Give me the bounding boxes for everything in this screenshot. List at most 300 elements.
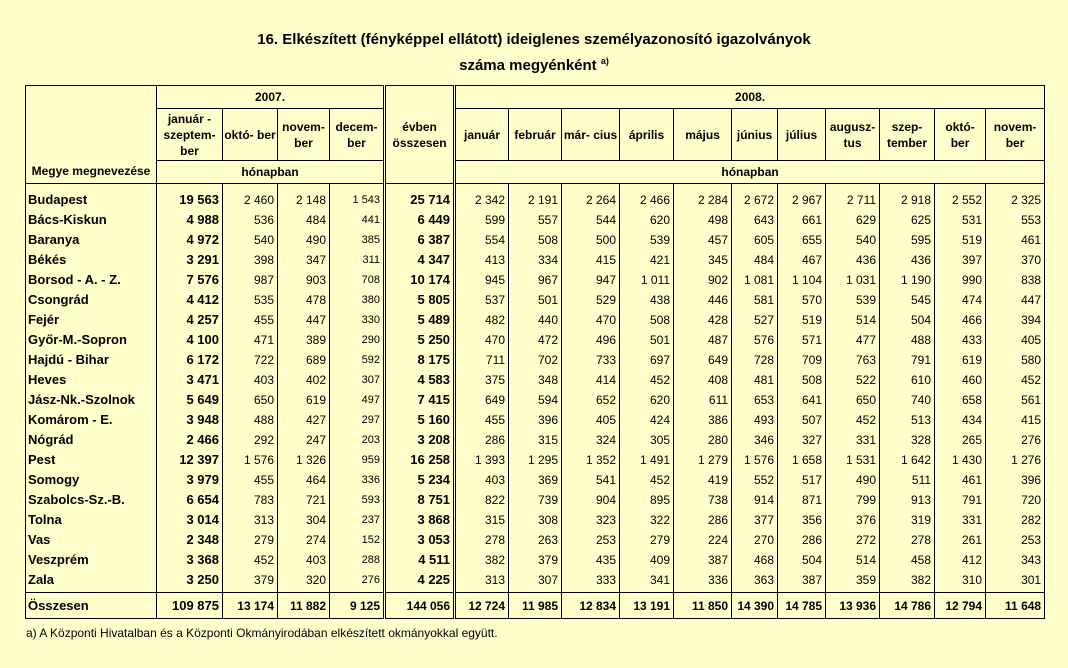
table-cell: 5 489	[385, 310, 455, 330]
table-cell: 460	[935, 370, 986, 390]
table-cell: 10 174	[385, 270, 455, 290]
table-cell: 2 325	[986, 184, 1045, 211]
table-cell: 6 654	[157, 490, 223, 510]
table-cell: 519	[778, 310, 826, 330]
table-cell: 791	[935, 490, 986, 510]
table-cell: 540	[826, 230, 880, 250]
table-cell: 379	[509, 550, 562, 570]
table-cell: 514	[826, 550, 880, 570]
total-cell: 13 174	[223, 593, 278, 619]
table-cell: 2 348	[157, 530, 223, 550]
table-cell: 320	[278, 570, 330, 590]
table-cell: 341	[620, 570, 674, 590]
table-cell: 740	[880, 390, 935, 410]
table-cell: 419	[674, 470, 732, 490]
header-honapban-2008: hónapban	[455, 161, 1045, 184]
table-cell: 4 583	[385, 370, 455, 390]
table-cell: 272	[826, 530, 880, 550]
table-cell: 557	[509, 210, 562, 230]
table-cell: 394	[986, 310, 1045, 330]
table-cell: 2 918	[880, 184, 935, 211]
county-name: Vas	[26, 530, 157, 550]
table-cell: 903	[278, 270, 330, 290]
total-cell: 12 794	[935, 593, 986, 619]
table-cell: 470	[455, 330, 509, 350]
table-cell: 536	[223, 210, 278, 230]
table-cell: 570	[778, 290, 826, 310]
table-cell: 947	[562, 270, 620, 290]
table-cell: 414	[562, 370, 620, 390]
county-name: Pest	[26, 450, 157, 470]
table-cell: 334	[509, 250, 562, 270]
table-cell: 552	[732, 470, 778, 490]
table-cell: 3 053	[385, 530, 455, 550]
table-row	[26, 184, 1045, 211]
table-cell: 799	[826, 490, 880, 510]
table-cell: 484	[732, 250, 778, 270]
table-cell: 280	[674, 430, 732, 450]
table-cell: 738	[674, 490, 732, 510]
table-cell: 452	[620, 470, 674, 490]
table-cell: 435	[562, 550, 620, 570]
header-month-2008: augusz- tus	[826, 109, 880, 161]
table-cell: 490	[278, 230, 330, 250]
table-cell: 5 234	[385, 470, 455, 490]
table-cell: 959	[330, 450, 385, 470]
table-cell: 531	[935, 210, 986, 230]
table-cell: 12 397	[157, 450, 223, 470]
table-cell: 535	[223, 290, 278, 310]
table-row	[26, 530, 1045, 550]
table-cell: 610	[880, 370, 935, 390]
table-cell: 554	[455, 230, 509, 250]
table-cell: 286	[455, 430, 509, 450]
table-cell: 4 100	[157, 330, 223, 350]
table-cell: 387	[674, 550, 732, 570]
table-cell: 438	[620, 290, 674, 310]
table-cell: 25 714	[385, 184, 455, 211]
table-cell: 561	[986, 390, 1045, 410]
table-cell: 904	[562, 490, 620, 510]
table-cell: 452	[223, 550, 278, 570]
table-cell: 276	[330, 570, 385, 590]
table-row	[26, 330, 1045, 350]
table-cell: 967	[509, 270, 562, 290]
table-cell: 286	[778, 530, 826, 550]
table-cell: 8 175	[385, 350, 455, 370]
table-cell: 276	[986, 430, 1045, 450]
table-cell: 709	[778, 350, 826, 370]
table-cell: 1 190	[880, 270, 935, 290]
header-month-2007: októ- ber	[223, 109, 278, 161]
total-cell: 14 390	[732, 593, 778, 619]
table-cell: 402	[278, 370, 330, 390]
table-cell: 446	[674, 290, 732, 310]
table-cell: 902	[674, 270, 732, 290]
table-cell: 319	[880, 510, 935, 530]
county-name: Bács-Kiskun	[26, 210, 157, 230]
table-cell: 2 552	[935, 184, 986, 211]
table-cell: 540	[223, 230, 278, 250]
table-cell: 508	[509, 230, 562, 250]
table-cell: 529	[562, 290, 620, 310]
table-cell: 290	[330, 330, 385, 350]
table-cell: 592	[330, 350, 385, 370]
table-cell: 324	[562, 430, 620, 450]
table-cell: 311	[330, 250, 385, 270]
total-cell: 13 191	[620, 593, 674, 619]
table-cell: 313	[223, 510, 278, 530]
table-row	[26, 270, 1045, 290]
table-cell: 1 531	[826, 450, 880, 470]
table-cell: 379	[223, 570, 278, 590]
table-cell: 498	[674, 210, 732, 230]
total-cell: 11 882	[278, 593, 330, 619]
table-cell: 348	[509, 370, 562, 390]
header-year-2007: 2007.	[157, 86, 385, 109]
table-cell: 611	[674, 390, 732, 410]
table-cell: 466	[935, 310, 986, 330]
table-cell: 461	[986, 230, 1045, 250]
table-cell: 791	[880, 350, 935, 370]
table-cell: 370	[986, 250, 1045, 270]
table-cell: 1 543	[330, 184, 385, 211]
table-cell: 288	[330, 550, 385, 570]
table-cell: 2 711	[826, 184, 880, 211]
table-cell: 488	[880, 330, 935, 350]
table-cell: 398	[223, 250, 278, 270]
table-cell: 472	[509, 330, 562, 350]
total-cell: 11 648	[986, 593, 1045, 619]
county-name: Békés	[26, 250, 157, 270]
table-cell: 661	[778, 210, 826, 230]
county-name: Baranya	[26, 230, 157, 250]
header-month-2008: július	[778, 109, 826, 161]
table-cell: 396	[509, 410, 562, 430]
table-cell: 501	[509, 290, 562, 310]
table-cell: 464	[278, 470, 330, 490]
table-cell: 3 208	[385, 430, 455, 450]
table-cell: 408	[674, 370, 732, 390]
table-cell: 1 658	[778, 450, 826, 470]
table-cell: 363	[732, 570, 778, 590]
table-cell: 152	[330, 530, 385, 550]
county-name: Szabolcs-Sz.-B.	[26, 490, 157, 510]
table-cell: 511	[880, 470, 935, 490]
table-cell: 436	[826, 250, 880, 270]
table-cell: 382	[880, 570, 935, 590]
table-cell: 301	[986, 570, 1045, 590]
table-cell: 733	[562, 350, 620, 370]
header-year-2008: 2008.	[455, 86, 1045, 109]
table-cell: 359	[826, 570, 880, 590]
table-cell: 428	[674, 310, 732, 330]
table-cell: 382	[455, 550, 509, 570]
table-cell: 1 279	[674, 450, 732, 470]
table-cell: 6 449	[385, 210, 455, 230]
table-cell: 2 342	[455, 184, 509, 211]
table-cell: 655	[778, 230, 826, 250]
county-name: Veszprém	[26, 550, 157, 570]
table-cell: 279	[223, 530, 278, 550]
table-cell: 447	[278, 310, 330, 330]
county-name: Borsod - A. - Z.	[26, 270, 157, 290]
table-cell: 580	[986, 350, 1045, 370]
table-cell: 286	[674, 510, 732, 530]
table-cell: 1 576	[732, 450, 778, 470]
table-cell: 519	[935, 230, 986, 250]
statistics-table	[25, 85, 1045, 619]
header-honapban-2007: hónapban	[157, 161, 385, 184]
table-cell: 421	[620, 250, 674, 270]
table-cell: 987	[223, 270, 278, 290]
table-cell: 467	[778, 250, 826, 270]
table-row	[26, 570, 1045, 590]
total-cell: 109 875	[157, 593, 223, 619]
header-month-2007: novem- ber	[278, 109, 330, 161]
header-month-2008: május	[674, 109, 732, 161]
table-cell: 537	[455, 290, 509, 310]
table-cell: 330	[330, 310, 385, 330]
table-cell: 1 104	[778, 270, 826, 290]
table-cell: 336	[330, 470, 385, 490]
table-cell: 2 672	[732, 184, 778, 211]
table-cell: 387	[778, 570, 826, 590]
table-cell: 593	[330, 490, 385, 510]
table-cell: 620	[620, 390, 674, 410]
total-cell: 12 724	[455, 593, 509, 619]
table-cell: 3 250	[157, 570, 223, 590]
table-cell: 346	[732, 430, 778, 450]
table-cell: 436	[880, 250, 935, 270]
table-cell: 415	[986, 410, 1045, 430]
table-cell: 455	[223, 470, 278, 490]
table-cell: 650	[223, 390, 278, 410]
county-name: Hajdú - Bihar	[26, 350, 157, 370]
total-cell: 13 936	[826, 593, 880, 619]
table-cell: 4 972	[157, 230, 223, 250]
table-cell: 385	[330, 230, 385, 250]
table-cell: 253	[986, 530, 1045, 550]
table-row	[26, 550, 1045, 570]
table-cell: 336	[674, 570, 732, 590]
footnote-marker: a)	[600, 56, 609, 66]
table-cell: 377	[732, 510, 778, 530]
table-cell: 4 412	[157, 290, 223, 310]
table-cell: 16 258	[385, 450, 455, 470]
table-cell: 990	[935, 270, 986, 290]
table-cell: 308	[509, 510, 562, 530]
table-cell: 396	[986, 470, 1045, 490]
table-cell: 504	[880, 310, 935, 330]
table-cell: 1 081	[732, 270, 778, 290]
table-row	[26, 230, 1045, 250]
table-cell: 513	[880, 410, 935, 430]
table-cell: 720	[986, 490, 1045, 510]
table-cell: 508	[620, 310, 674, 330]
table-cell: 478	[278, 290, 330, 310]
table-cell: 641	[778, 390, 826, 410]
table-cell: 369	[509, 470, 562, 490]
table-cell: 895	[620, 490, 674, 510]
table-cell: 2 466	[157, 430, 223, 450]
table-cell: 331	[826, 430, 880, 450]
table-cell: 544	[562, 210, 620, 230]
table-row	[26, 310, 1045, 330]
table-cell: 2 148	[278, 184, 330, 211]
table-cell: 1 430	[935, 450, 986, 470]
total-cell: 11 850	[674, 593, 732, 619]
table-cell: 403	[455, 470, 509, 490]
table-cell: 412	[935, 550, 986, 570]
total-cell: 14 786	[880, 593, 935, 619]
county-name: Heves	[26, 370, 157, 390]
table-cell: 8 751	[385, 490, 455, 510]
county-name: Tolna	[26, 510, 157, 530]
table-cell: 403	[223, 370, 278, 390]
header-month-2007: január - szeptem- ber	[157, 109, 223, 161]
table-cell: 455	[455, 410, 509, 430]
table-cell: 522	[826, 370, 880, 390]
table-cell: 413	[455, 250, 509, 270]
table-cell: 305	[620, 430, 674, 450]
table-cell: 203	[330, 430, 385, 450]
table-cell: 1 352	[562, 450, 620, 470]
table-row	[26, 290, 1045, 310]
table-cell: 2 967	[778, 184, 826, 211]
table-cell: 270	[732, 530, 778, 550]
table-cell: 386	[674, 410, 732, 430]
table-cell: 2 264	[562, 184, 620, 211]
table-cell: 1 011	[620, 270, 674, 290]
table-cell: 247	[278, 430, 330, 450]
table-cell: 315	[509, 430, 562, 450]
table-cell: 468	[732, 550, 778, 570]
table-cell: 541	[562, 470, 620, 490]
table-cell: 490	[826, 470, 880, 490]
table-cell: 763	[826, 350, 880, 370]
table-cell: 783	[223, 490, 278, 510]
table-cell: 514	[826, 310, 880, 330]
total-cell: 12 834	[562, 593, 620, 619]
table-cell: 292	[223, 430, 278, 450]
table-cell: 539	[620, 230, 674, 250]
table-cell: 620	[620, 210, 674, 230]
table-cell: 224	[674, 530, 732, 550]
table-cell: 457	[674, 230, 732, 250]
table-cell: 1 326	[278, 450, 330, 470]
table-cell: 649	[674, 350, 732, 370]
table-cell: 581	[732, 290, 778, 310]
table-cell: 405	[986, 330, 1045, 350]
total-cell: 9 125	[330, 593, 385, 619]
table-cell: 652	[562, 390, 620, 410]
table-cell: 389	[278, 330, 330, 350]
table-title-line2-text: száma megyénként	[459, 57, 597, 74]
header-month-2008: január	[455, 109, 509, 161]
table-cell: 653	[732, 390, 778, 410]
table-cell: 261	[935, 530, 986, 550]
table-cell: 409	[620, 550, 674, 570]
table-cell: 452	[620, 370, 674, 390]
county-name: Zala	[26, 570, 157, 590]
table-cell: 7 576	[157, 270, 223, 290]
header-evben-osszesen: évben összesen	[385, 86, 455, 184]
total-cell: 144 056	[385, 593, 455, 619]
table-cell: 458	[880, 550, 935, 570]
table-cell: 440	[509, 310, 562, 330]
table-cell: 504	[778, 550, 826, 570]
table-cell: 697	[620, 350, 674, 370]
table-cell: 278	[880, 530, 935, 550]
table-cell: 461	[935, 470, 986, 490]
table-cell: 658	[935, 390, 986, 410]
table-row	[26, 450, 1045, 470]
table-cell: 484	[278, 210, 330, 230]
table-cell: 237	[330, 510, 385, 530]
table-cell: 482	[455, 310, 509, 330]
footnote: a) A Központi Hivatalban és a Központi Okmányirodában elkészített okmányokkal együtt.	[26, 626, 498, 640]
table-cell: 376	[826, 510, 880, 530]
table-title-line2	[0, 56, 1068, 74]
total-cell: 11 985	[509, 593, 562, 619]
table-cell: 871	[778, 490, 826, 510]
county-name: Jász-Nk.-Szolnok	[26, 390, 157, 410]
table-cell: 711	[455, 350, 509, 370]
table-cell: 356	[778, 510, 826, 530]
table-row	[26, 210, 1045, 230]
table-row	[26, 350, 1045, 370]
table-cell: 424	[620, 410, 674, 430]
table-cell: 2 284	[674, 184, 732, 211]
table-cell: 913	[880, 490, 935, 510]
table-cell: 728	[732, 350, 778, 370]
table-cell: 4 511	[385, 550, 455, 570]
table-cell: 6 387	[385, 230, 455, 250]
table-cell: 315	[455, 510, 509, 530]
table-cell: 397	[935, 250, 986, 270]
table-cell: 497	[330, 390, 385, 410]
table-cell: 427	[278, 410, 330, 430]
table-cell: 322	[620, 510, 674, 530]
total-label: Összesen	[26, 593, 157, 619]
table-cell: 493	[732, 410, 778, 430]
table-cell: 375	[455, 370, 509, 390]
table-cell: 345	[674, 250, 732, 270]
table-cell: 822	[455, 490, 509, 510]
table-cell: 553	[986, 210, 1045, 230]
table-cell: 6 172	[157, 350, 223, 370]
table-cell: 1 491	[620, 450, 674, 470]
table-cell: 307	[330, 370, 385, 390]
table-cell: 2 460	[223, 184, 278, 211]
table-cell: 307	[509, 570, 562, 590]
table-cell: 2 466	[620, 184, 674, 211]
table-cell: 619	[278, 390, 330, 410]
county-name: Nógrád	[26, 430, 157, 450]
county-name: Fejér	[26, 310, 157, 330]
table-cell: 474	[935, 290, 986, 310]
table-row	[26, 390, 1045, 410]
table-cell: 722	[223, 350, 278, 370]
table-cell: 625	[880, 210, 935, 230]
table-cell: 4 988	[157, 210, 223, 230]
table-cell: 3 291	[157, 250, 223, 270]
table-row	[26, 370, 1045, 390]
table-cell: 488	[223, 410, 278, 430]
table-cell: 278	[455, 530, 509, 550]
table-cell: 441	[330, 210, 385, 230]
